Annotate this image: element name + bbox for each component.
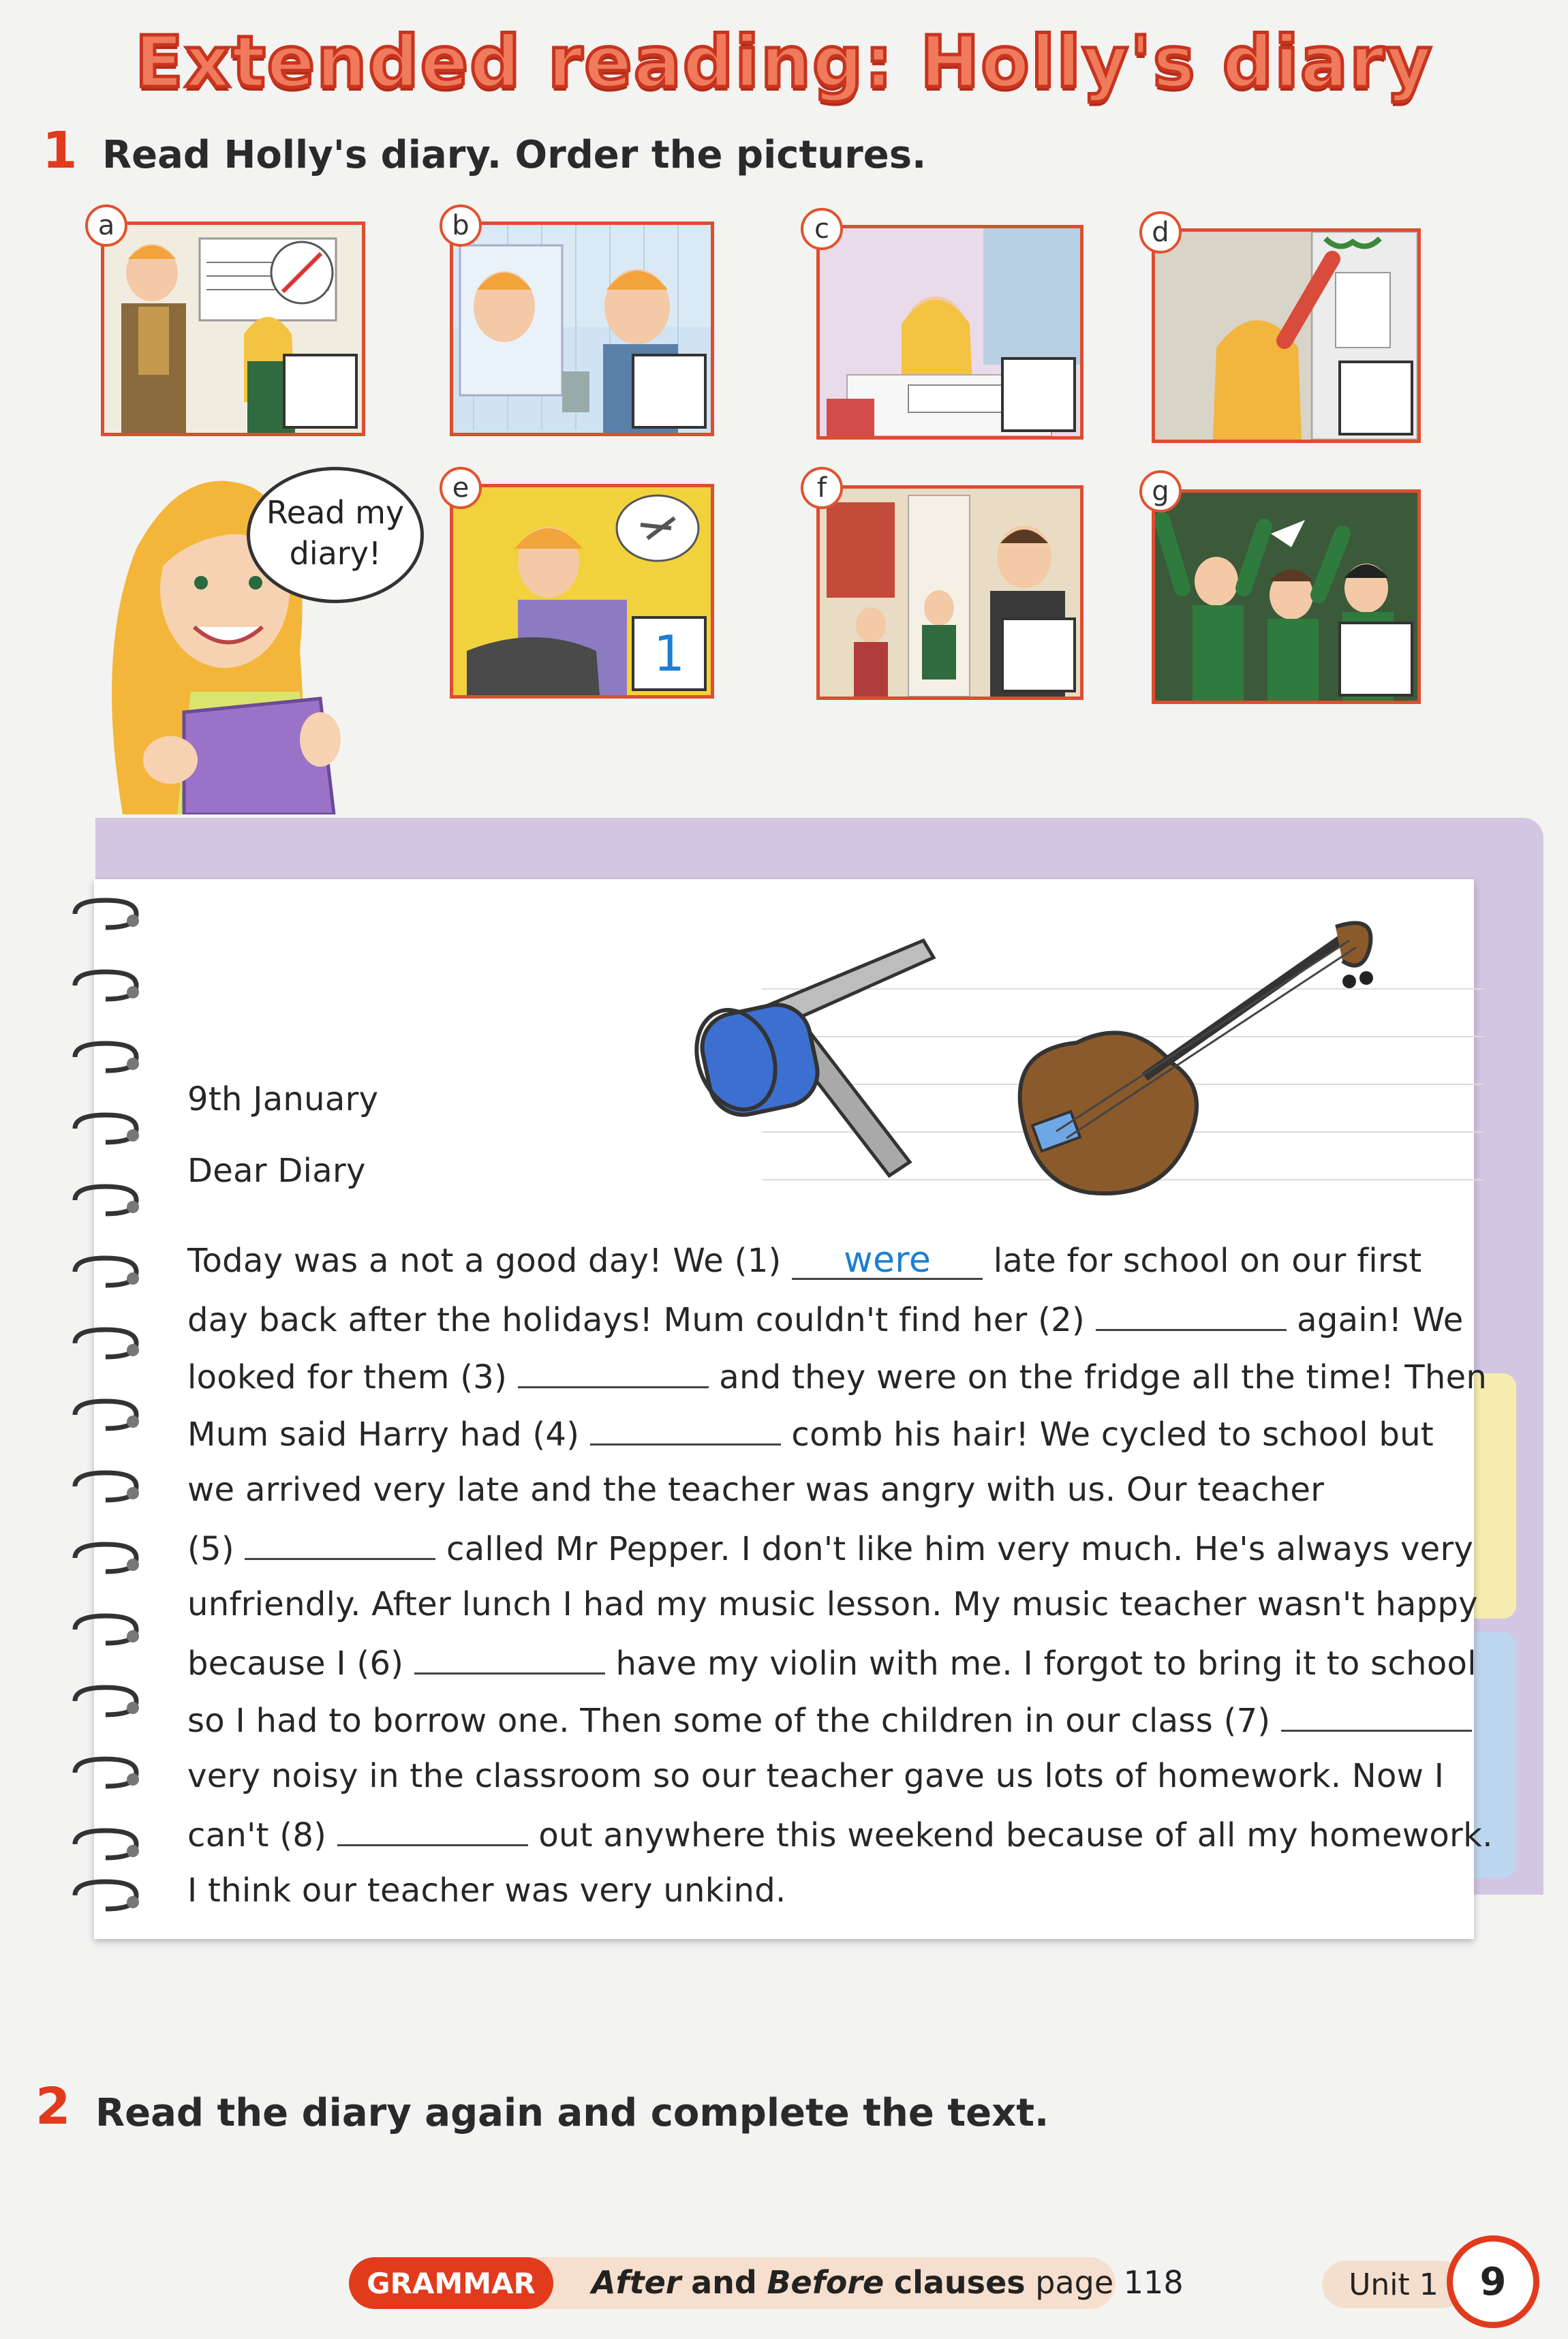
spiral-ring [68,1397,143,1433]
spiral-ring [68,1612,143,1647]
picture-f [816,485,1083,700]
exercise-1-number: 1 [42,121,78,180]
spiral-ring [68,896,143,932]
page-title: Extended reading: Holly's diary [134,20,1434,104]
exercise-2-number: 2 [35,2077,71,2136]
exercise-1-instruction: Read Holly's diary. Order the pictures. [102,133,927,177]
spiral-ring [68,1826,143,1862]
diary-line-7: unfriendly. After lunch I had my music lesson. My music teacher wasn't happy [187,1585,1478,1623]
diary-text-segment: again! We [1297,1301,1464,1339]
spiral-ring [68,1326,143,1361]
diary-line-1 [187,1242,1422,1280]
spiral-ring [68,1254,143,1289]
spiral-ring [68,1182,143,1218]
spiral-ring [68,968,143,1003]
gap-2[interactable] [1096,1299,1287,1331]
diary-line-10: very noisy in the classroom so our teacher gave us lots of homework. Now I [187,1757,1445,1795]
spiral-ring [68,1755,143,1790]
speech-bubble-line-1: Read my [266,494,405,531]
picture-label-g: g [1139,470,1182,513]
speech-bubble [247,467,424,603]
grammar-topic-rest: clauses [893,2264,1026,2301]
grammar-topic-before: Before [767,2264,885,2301]
comb-doodle [664,927,951,1193]
grammar-page-reference: page 118 [1035,2264,1184,2301]
grammar-tag: GRAMMAR [349,2257,553,2309]
picture-label-c: c [801,208,843,250]
grammar-reference-text [591,2264,1184,2301]
diary-line-12: I think our teacher was very unkind. [187,1871,786,1910]
answer-box-e[interactable]: 1 [632,616,707,691]
gap-8[interactable] [337,1814,528,1846]
picture-label-f: f [801,467,843,509]
diary-greeting: Dear Diary [187,1152,366,1190]
speech-bubble-line-2: diary! [289,535,382,572]
picture-label-e: e [440,467,482,509]
violin-doodle [995,913,1390,1206]
picture-a [101,221,365,436]
answer-box-g[interactable] [1338,622,1413,697]
grammar-topic-and: and [691,2264,757,2301]
spiral-ring [68,1878,143,1913]
gap-5[interactable] [245,1528,435,1560]
diary-text-segment: Today was a not a good day! We (1) [187,1242,782,1280]
diary-line-2 [187,1299,1464,1339]
picture-label-d: d [1139,211,1182,254]
diary-date: 9th January [187,1080,379,1118]
answer-box-d[interactable] [1338,361,1413,435]
diary-text-segment: comb his hair! We cycled to school but [791,1416,1434,1454]
unit-label: Unit 1 [1322,2261,1465,2308]
diary-line-8 [187,1642,1477,1683]
picture-b [450,221,714,436]
diary-text-segment: called Mr Pepper. I don't like him very much. He's always very [446,1530,1474,1568]
picture-e [450,484,714,699]
diary-line-6 [187,1528,1473,1568]
diary-text-segment: day back after the holidays! Mum couldn't find her (2) [187,1301,1086,1339]
diary-line-9 [187,1700,1472,1740]
diary-text-segment: and they were on the fridge all the time! Then [719,1358,1488,1396]
answer-box-f[interactable] [1001,617,1076,692]
diary-line-4 [187,1413,1434,1454]
diary-text-segment: so I had to borrow one. Then some of the children in our class (7) [187,1702,1271,1740]
gap-1-answer[interactable]: were [792,1248,983,1280]
diary-tab-yellow [1469,1373,1516,1619]
diary-text-segment: Mum said Harry had (4) [187,1416,580,1454]
gap-7[interactable] [1281,1700,1472,1732]
spiral-ring [68,1111,143,1146]
gap-3[interactable] [518,1356,709,1388]
spiral-ring [68,1039,143,1075]
picture-g [1152,489,1421,704]
answer-box-a[interactable] [283,354,358,429]
answer-box-b[interactable] [632,354,707,429]
picture-c [816,225,1083,440]
answer-box-c[interactable] [1001,357,1076,432]
diary-text-segment: can't (8) [187,1816,327,1854]
diary-text-segment: looked for them (3) [187,1358,508,1396]
gap-4[interactable] [590,1413,781,1446]
gap-6[interactable] [414,1642,605,1675]
diary-line-3 [187,1356,1487,1396]
diary-line-11 [187,1814,1493,1854]
picture-label-a: a [85,204,127,247]
grammar-topic-after: After [591,2264,681,2301]
spiral-ring [68,1683,143,1719]
diary-text-segment: out anywhere this weekend because of all my homework. [538,1816,1493,1854]
picture-label-b: b [440,204,482,247]
diary-text-segment: have my violin with me. I forgot to bring it to school [615,1645,1477,1683]
diary-text-segment: (5) [187,1530,234,1568]
page-number: 9 [1447,2235,1539,2328]
diary-text-segment: because I (6) [187,1645,404,1683]
picture-d [1152,228,1421,443]
diary-line-5: we arrived very late and the teacher was angry with us. Our teacher [187,1471,1325,1509]
spiral-ring [68,1540,143,1576]
exercise-2-instruction: Read the diary again and complete the text. [95,2091,1049,2135]
spiral-ring [68,1469,143,1504]
diary-text-segment: late for school on our first [993,1242,1422,1280]
